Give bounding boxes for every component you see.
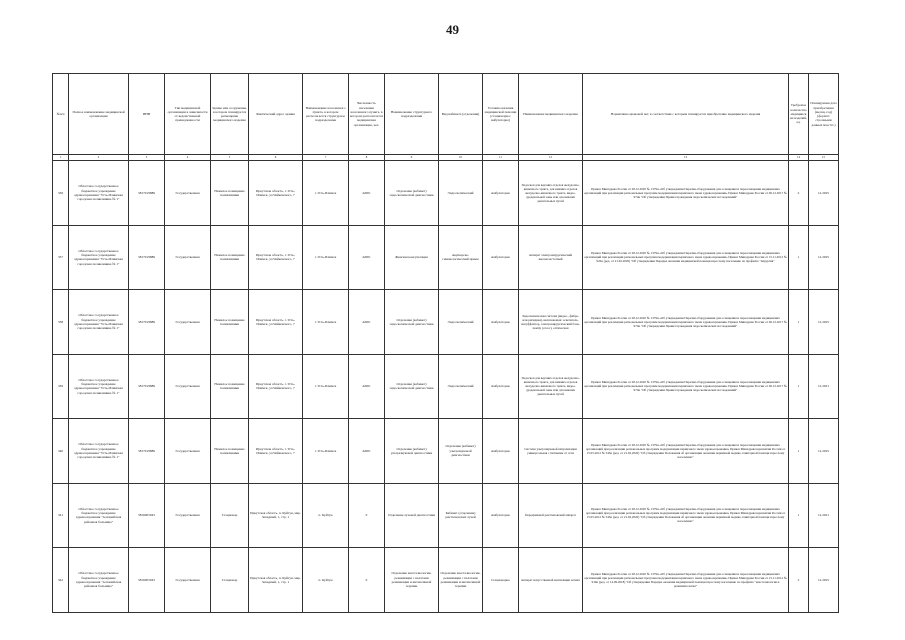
cabinet-type-cell: Эндоскопический <box>439 354 483 419</box>
table-header-row <box>53 74 839 155</box>
cabinet-type-cell: Эндоскопический <box>439 290 483 355</box>
locality-cell: п. Куйтун <box>303 483 349 548</box>
locality-cell: п. Куйтун <box>303 548 349 613</box>
row-number-cell: 337 <box>53 225 69 290</box>
care-conditions-cell: Стационарно <box>483 548 519 613</box>
address-cell: Иркутская область, г. Усть-Илимск, ул.Чайковского, 7 <box>249 419 303 484</box>
purchase-date-cell: 12.2025 <box>809 161 839 226</box>
column-header: Фактический адрес здания <box>249 74 303 155</box>
address-cell: Иркутская область, г. Усть-Илимск, ул.Чайковского, 7 <box>249 225 303 290</box>
column-number: 7 <box>303 155 349 161</box>
locality-cell: г. Усть-Илимск <box>303 290 349 355</box>
building-cell: Стационар <box>211 548 249 613</box>
column-header: Полное наименование медицинской организации <box>69 74 129 155</box>
legal-act-cell: Приказ Минздрава России от 28.12.2020 № 1379н «Об утверждении Перечня оборудования для оснащения и переоснащения медицинских организаций при реализации региональных программ модернизации первичного звена здравоохранения» Приказ Минздравсоцразвития России от 15.05.2012 № 543н (ред. от 21.02.2020) "Об утверждении Положения об организации оказания первичной медико-санитарной помощи взрослому населению" <box>583 483 789 548</box>
inn-cell: 3817019886 <box>129 161 165 226</box>
column-number: 1 <box>53 155 69 161</box>
organization-name-cell: Областное государственное бюджетное учреждение здравоохранения "Усть-Илимская городская поликлиника № 1" <box>69 290 129 355</box>
inn-cell: 3817019886 <box>129 354 165 419</box>
column-header: Нормативно-правовой акт, в соответствии с которым планируется приобретение медицинского изделия <box>583 74 789 155</box>
table-row <box>53 161 839 226</box>
row-number-cell: 338 <box>53 290 69 355</box>
population-cell: 0 <box>349 548 385 613</box>
inn-cell: 3816005043 <box>129 548 165 613</box>
address-cell: Иркутская область, п. Куйтун, мкр. Западный, 1, стр. 1 <box>249 483 303 548</box>
cabinet-type-cell: Акушерско-гинекологический прием <box>439 225 483 290</box>
medical-device-cell: Эндоскоп для верхних отделов желудочно-кишечного тракта, для нижних отделов желудочно-кишечного тракта, видео-дуоденальной зоны или для нижних дыхательных путей <box>519 161 583 226</box>
structural-unit-cell: Отделение (кабинет) эндоскопической диагностики <box>385 161 439 226</box>
column-number: 2 <box>69 155 129 161</box>
care-conditions-cell: Амбулаторно <box>483 225 519 290</box>
population-cell: 42001 <box>349 419 385 484</box>
care-conditions-cell: Амбулаторно <box>483 483 519 548</box>
row-number-cell: 336 <box>53 161 69 226</box>
table-row <box>53 419 839 484</box>
care-conditions-cell: Амбулаторно <box>483 419 519 484</box>
cabinet-type-cell: Отделение (кабинет) ультразвуковой диагностики <box>439 419 483 484</box>
column-header: Требуемое количество медицинских изделий, ед. <box>789 74 809 155</box>
organization-name-cell: Областное государственное бюджетное учреждение здравоохранения "Усть-Илимская городская поликлиника № 1" <box>69 354 129 419</box>
medical-device-cell: Аппарат электрохирургический высокочастотный <box>519 225 583 290</box>
quantity-cell: 2 <box>789 548 809 613</box>
inn-cell: 3817019886 <box>129 290 165 355</box>
column-header: №п/п <box>53 74 69 155</box>
column-number: 4 <box>165 155 211 161</box>
row-number-cell: 339 <box>53 354 69 419</box>
page-number: 49 <box>446 22 459 37</box>
organization-type-cell: Государственная <box>165 483 211 548</box>
quantity-cell: 1 <box>789 354 809 419</box>
row-number-cell: 341 <box>53 483 69 548</box>
structural-unit-cell: Отделение лучевой диагностики <box>385 483 439 548</box>
legal-act-cell: Приказ Минздрава России от 28.12.2020 № 1379н «Об утверждении Перечня оборудования для оснащения и переоснащения медицинских организаций при реализации региональных программ модернизации первичного звена здравоохранения» Приказ Минздрава России от 06.12.2017 № 974н "Об утверждении Правил проведения эндоскопических исследований" <box>583 354 789 419</box>
legal-act-cell: Приказ Минздрава России от 28.12.2020 № 1379н «Об утверждении Перечня оборудования для оснащения и переоснащения медицинских организаций при реализации региональных программ модернизации первичного звена здравоохранения» Приказ Минздравсоцразвития России от 15.05.2012 № 543н (ред. от 21.02.2020) "Об утверждении Положения об организации оказания первичной медико-санитарной помощи взрослому населению" <box>583 419 789 484</box>
organization-name-cell: Областное государственное бюджетное учреждение здравоохранения "Усть-Илимская городская поликлиника № 1" <box>69 419 129 484</box>
organization-name-cell: Областное государственное бюджетное учреждение здравоохранения "Алзамайская районная больница" <box>69 483 129 548</box>
organization-type-cell: Государственная <box>165 161 211 226</box>
structural-unit-cell: Отделение (кабинет) эндоскопической диагностики <box>385 290 439 355</box>
medical-device-cell: Передвижной рентгеновский аппарат <box>519 483 583 548</box>
locality-cell: г. Усть-Илимск <box>303 225 349 290</box>
address-cell: Иркутская область, г. Усть-Илимск, ул.Чайковского, 7 <box>249 161 303 226</box>
column-number: 9 <box>385 155 439 161</box>
care-conditions-cell: Амбулаторно <box>483 290 519 355</box>
quantity-cell: 1 <box>789 290 809 355</box>
column-header: Тип медицинской организации в зависимости от ведомственной принадлежности <box>165 74 211 155</box>
legal-act-cell: Приказ Минздрава России от 28.12.2020 № 1379н «Об утверждении Перечня оборудования для оснащения и переоснащения медицинских организаций при реализации региональных программ модернизации первичного звена здравоохранения» Приказ Минздрава России от 15.11.2012 № 922н (ред. от 21.02.2020) "Об утверждении Порядка оказания медицинской помощи взрослому населению по профилю "хирургия" <box>583 225 789 290</box>
table-row <box>53 483 839 548</box>
table-body <box>53 161 839 613</box>
organization-type-cell: Государственная <box>165 419 211 484</box>
population-cell: 42001 <box>349 290 385 355</box>
table-row <box>53 548 839 613</box>
column-number: 14 <box>789 155 809 161</box>
row-number-cell: 342 <box>53 548 69 613</box>
row-number-cell: 340 <box>53 419 69 484</box>
population-cell: 42001 <box>349 161 385 226</box>
care-conditions-cell: Амбулаторно <box>483 161 519 226</box>
medical-device-cell: Аппарат искусственной вентиляции легких <box>519 548 583 613</box>
column-header: Наименование медицинского изделия <box>519 74 583 155</box>
purchase-date-cell: 12.2025 <box>809 548 839 613</box>
organization-type-cell: Государственная <box>165 225 211 290</box>
address-cell: Иркутская область, п. Куйтун, мкр. Западный, 1, стр. 1 <box>249 548 303 613</box>
column-number: 12 <box>519 155 583 161</box>
column-number: 6 <box>249 155 303 161</box>
legal-act-cell: Приказ Минздрава России от 28.12.2020 № 1379н «Об утверждении Перечня оборудования для оснащения и переоснащения медицинских организаций при реализации региональных программ модернизации первичного звена здравоохранения» Приказ Минздрава России от 06.12.2017 № 974н "Об утверждении Правил проведения эндоскопических исследований" <box>583 161 789 226</box>
building-cell: Стационар <box>211 483 249 548</box>
structural-unit-cell: Женская консультация <box>385 225 439 290</box>
organization-name-cell: Областное государственное бюджетное учреждение здравоохранения "Усть-Илимская городская поликлиника № 1" <box>69 161 129 226</box>
column-number: 15 <box>809 155 839 161</box>
structural-unit-cell: Отделение (кабинет) эндоскопической диагностики <box>385 354 439 419</box>
medical-device-cell: Эндоскоп для верхних отделов желудочно-кишечного тракта, для нижних отделов желудочно-кишечного тракта, видео-дуоденальной зоны или для нижних дыхательных путей <box>519 354 583 419</box>
quantity-cell: 1 <box>789 483 809 548</box>
population-cell: 0 <box>349 483 385 548</box>
column-header: Вид кабинета (отделения) <box>439 74 483 155</box>
locality-cell: г. Усть-Илимск <box>303 161 349 226</box>
address-cell: Иркутская область, г. Усть-Илимск, ул.Чайковского, 7 <box>249 354 303 419</box>
quantity-cell: 2 <box>789 161 809 226</box>
cabinet-type-cell: Отделение анестезиологии-реанимации с палатами реанимации и интенсивной терапии <box>439 548 483 613</box>
table-row <box>53 225 839 290</box>
building-cell: Нежилое помещение поликлиники <box>211 161 249 226</box>
quantity-cell: 1 <box>789 225 809 290</box>
building-cell: Нежилое помещение поликлиники <box>211 419 249 484</box>
purchase-date-cell: 12.2025 <box>809 225 839 290</box>
purchase-date-cell: 12.2025 <box>809 419 839 484</box>
population-cell: 42001 <box>349 354 385 419</box>
column-number: 10 <box>439 155 483 161</box>
legal-act-cell: Приказ Минздрава России от 28.12.2020 № 1379н «Об утверждении Перечня оборудования для оснащения и переоснащения медицинских организаций при реализации региональных программ модернизации первичного звена здравоохранения» Приказ Минздрава России от 06.12.2017 № 974н "Об утверждении Правил проведения эндоскопических исследований" <box>583 290 789 355</box>
column-header: Наименование населенного пункта, в котором располагается структурное подразделение <box>303 74 349 155</box>
legal-act-cell: Приказ Минздрава России от 28.12.2020 № 1379н «Об утверждении Перечня оборудования для оснащения и переоснащения медицинских организаций при реализации региональных программ модернизации первичного звена здравоохранения» Приказ Минздрава России от 15.11.2012 № 919н (ред. от 14.09.2018) "Об утверждении Порядка оказания медицинской помощи взрослому населению по профилю "анестезиология и реаниматология" <box>583 548 789 613</box>
organization-name-cell: Областное государственное бюджетное учреждение здравоохранения "Алзамайская районная больница" <box>69 548 129 613</box>
building-cell: Нежилое помещение поликлиники <box>211 290 249 355</box>
column-header: Планируемая дата приобретения (месяц, год) (формат: строчными данных мм.гггг.) <box>809 74 839 155</box>
building-cell: Нежилое помещение поликлиники <box>211 354 249 419</box>
column-header: Условия оказания медицинской помощи (стационарно/амбулаторно) <box>483 74 519 155</box>
structural-unit-cell: Отделение анестезиологии-реанимации с палатами реанимации и интенсивной терапии <box>385 548 439 613</box>
care-conditions-cell: Амбулаторно <box>483 354 519 419</box>
inn-cell: 3816005043 <box>129 483 165 548</box>
building-cell: Нежилое помещение поликлиники <box>211 225 249 290</box>
column-number: 5 <box>211 155 249 161</box>
cabinet-type-cell: Кабинет (отделение) рентгеновских лучей <box>439 483 483 548</box>
organization-type-cell: Государственная <box>165 290 211 355</box>
inn-cell: 3817019886 <box>129 225 165 290</box>
purchase-date-cell: 12.2021 <box>809 354 839 419</box>
organization-name-cell: Областное государственное бюджетное учреждение здравоохранения "Усть-Илимская городская поликлиника № 1" <box>69 225 129 290</box>
column-header: Наименование структурного подразделения <box>385 74 439 155</box>
column-header: ИНН <box>129 74 165 155</box>
purchase-date-cell: 12.2021 <box>809 483 839 548</box>
medical-device-cell: Эндоскопическая система (видео-, фибро- или ригидная), включающая: осветитель, инсуффлятор, электрохирургический блок, помпу (отсос), оптическая <box>519 290 583 355</box>
column-number: 8 <box>349 155 385 161</box>
table-row <box>53 354 839 419</box>
column-number: 3 <box>129 155 165 161</box>
structural-unit-cell: Отделение (кабинет) ультразвуковой диагностики <box>385 419 439 484</box>
cabinet-type-cell: Эндоскопический <box>439 161 483 226</box>
equipment-register-table <box>52 73 839 613</box>
column-header: Численность населения населенного пункта, в котором располагается медицинская организация, чел. <box>349 74 385 155</box>
purchase-date-cell: 12.2025 <box>809 290 839 355</box>
quantity-cell: 1 <box>789 419 809 484</box>
population-cell: 42001 <box>349 225 385 290</box>
organization-type-cell: Государственная <box>165 354 211 419</box>
column-number: 11 <box>483 155 519 161</box>
column-number: 13 <box>583 155 789 161</box>
locality-cell: г. Усть-Илимск <box>303 354 349 419</box>
table-row <box>53 290 839 355</box>
medical-device-cell: Система ультразвуковой визуализации универсальная с питанием от сети <box>519 419 583 484</box>
column-header: Здание или сооружение, в котором планируется размещение медицинского изделия <box>211 74 249 155</box>
organization-type-cell: Государственная <box>165 548 211 613</box>
locality-cell: г. Усть-Илимск <box>303 419 349 484</box>
address-cell: Иркутская область, г. Усть-Илимск, ул.Чайковского, 7 <box>249 290 303 355</box>
inn-cell: 3817019886 <box>129 419 165 484</box>
